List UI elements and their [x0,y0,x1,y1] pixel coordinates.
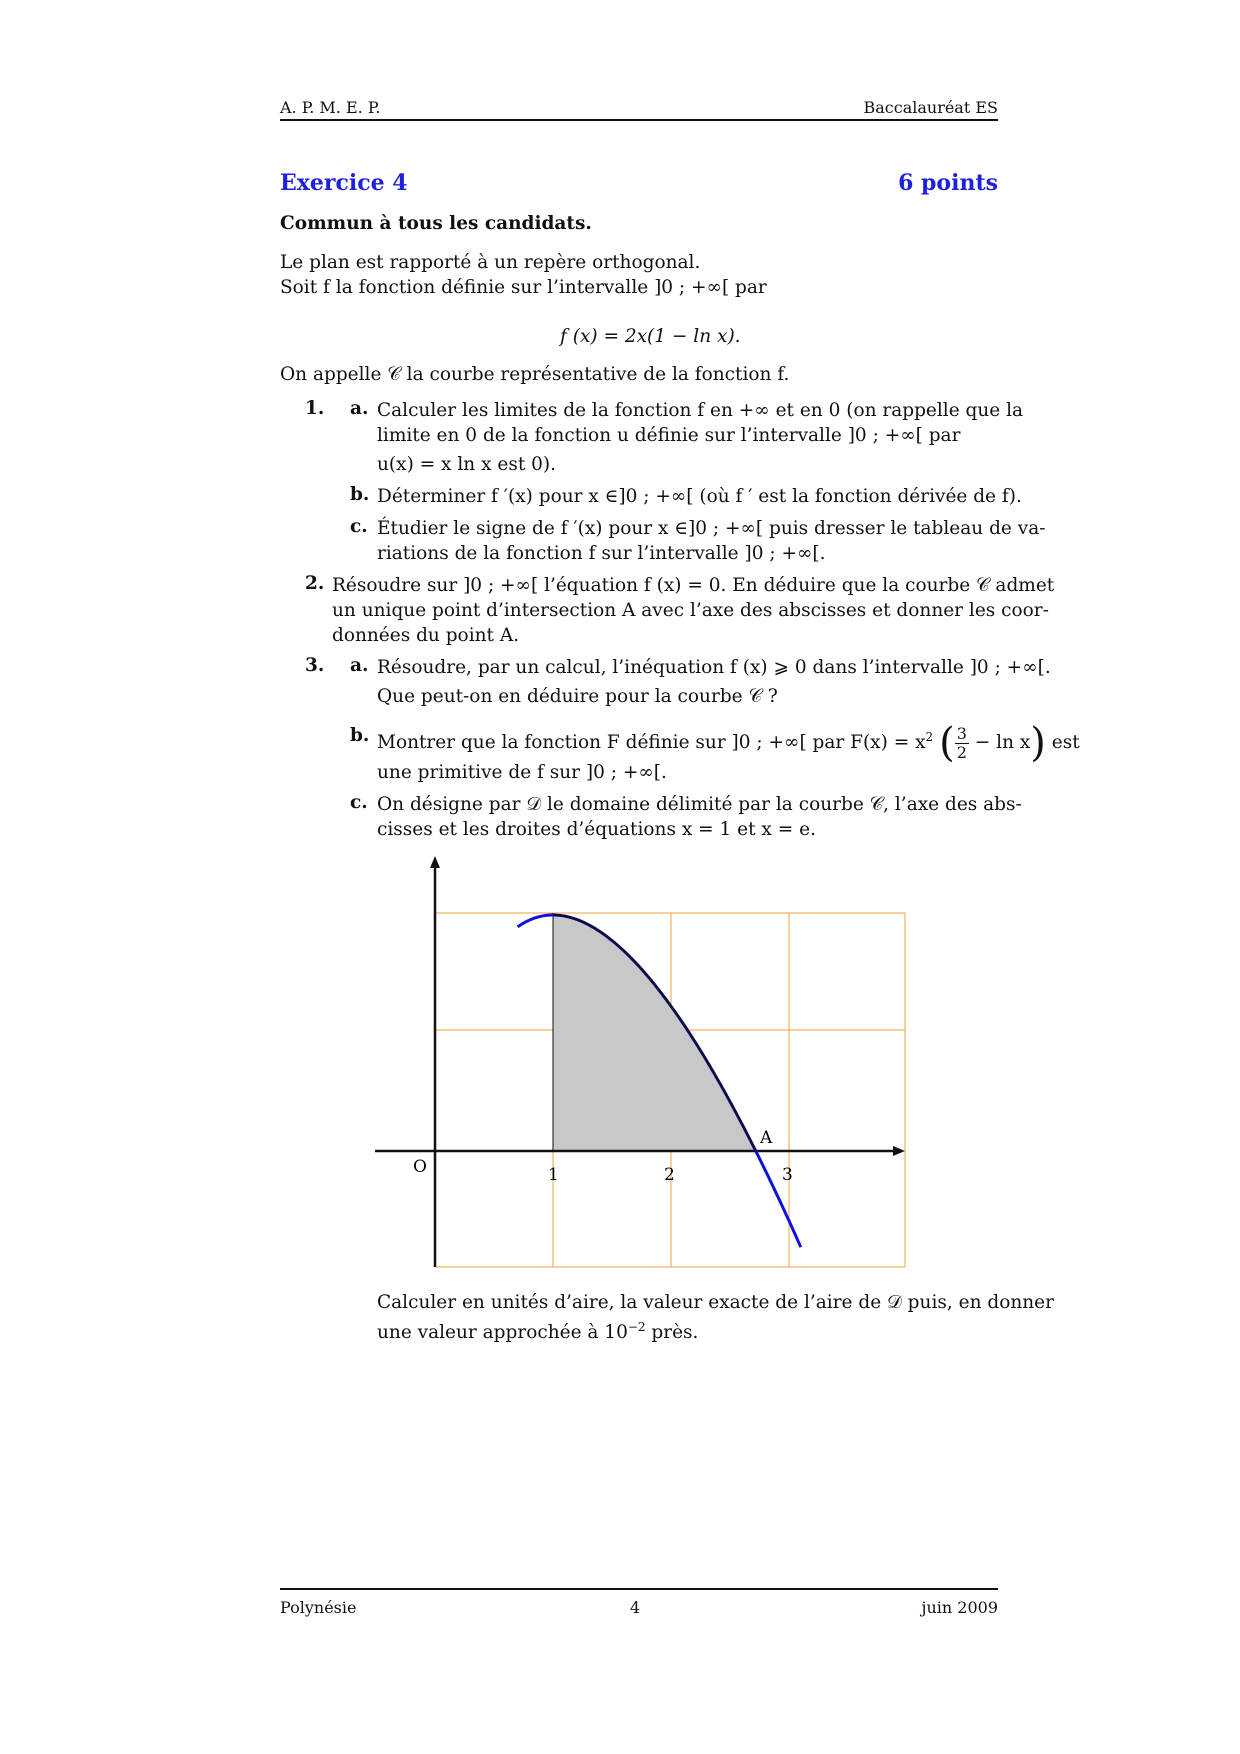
q3b-after-frac: − ln x [974,732,1031,754]
q1b-label: b. [350,484,370,505]
q1a-label: a. [350,398,369,419]
q3c-line-1: On désigne par 𝒟 le domaine délimité par la courbe 𝒞, l’axe des abs- [377,794,1022,815]
q3b-paren-close: ) [1030,720,1046,767]
q3b-text: Montrer que la fonction F définie sur ]0 ; +∞[ par F(x) = x [377,732,926,754]
q3b-line-2: une primitive de f sur ]0 ; +∞[. [377,762,667,783]
q3a-line-1: Résoudre, par un calcul, l’inéquation f (x) ⩾ 0 dans l’intervalle ]0 ; +∞[. [377,657,1051,678]
footer-rule [280,1588,998,1590]
q3b-exponent: 2 [925,730,934,744]
x-axis-arrow [893,1146,905,1156]
q2-line-1: Résoudre sur ]0 ; +∞[ l’équation f (x) = 0. En déduire que la courbe 𝒞 admet [332,575,1055,596]
q1c-line-1: Étudier le signe de f ′(x) pour x ∈]0 ; +∞[ puis dresser le tableau de va- [377,518,1046,539]
intro-curve: On appelle 𝒞 la courbe représentative de la fonction f. [280,364,790,385]
q2-line-3: données du point A. [332,625,520,646]
q1a-line-3: u(x) = x ln x est 0). [377,454,557,475]
function-graph [360,850,920,1280]
header-rule [280,119,998,121]
q3b-frac-den: 2 [956,742,967,762]
exercise-audience: Commun à tous les candidats. [280,213,592,234]
q1-number: 1. [305,398,325,419]
final-line-2 [377,1315,698,1345]
final-text-end: près. [645,1322,699,1344]
exercise-title: Exercice 4 [280,170,408,196]
shaded-domain [553,915,756,1151]
exercise-points: 6 points [898,170,998,196]
q3b-frac-num: 3 [956,723,967,743]
q2-number: 2. [305,573,325,594]
x-tick-label: 2 [664,1165,675,1185]
q1b-line: Déterminer f ′(x) pour x ∈]0 ; +∞[ (où f ′ est la fonction dérivée de f). [377,486,1022,507]
header-right: Baccalauréat ES [863,98,998,117]
header-left: A. P. M. E. P. [280,98,381,117]
intro-line-1: Le plan est rapporté à un repère orthogonal. [280,252,701,273]
q3b-label: b. [350,725,370,746]
intro-line-2: Soit f la fonction définie sur l’intervalle ]0 ; +∞[ par [280,277,767,298]
intro-formula: f (x) = 2x(1 − ln x). [560,326,741,347]
q3c-label: c. [350,792,368,813]
page-number: 4 [630,1598,641,1617]
q3b-tail: est [1051,732,1080,754]
q1a-line-2: limite en 0 de la fonction u définie sur l’intervalle ]0 ; +∞[ par [377,425,961,446]
q3b-fraction [955,725,969,762]
final-line-1: Calculer en unités d’aire, la valeur exacte de l’aire de 𝒟 puis, en donner [377,1292,1054,1313]
footer-right: juin 2009 [921,1598,998,1617]
final-text: une valeur approchée à 10 [377,1322,628,1344]
q2-line-2: un unique point d’intersection A avec l’axe des abscisses et donner les coor- [332,600,1049,621]
y-axis-arrow [430,856,440,868]
q3-number: 3. [305,655,325,676]
q1c-line-2: riations de la fonction f sur l’intervalle ]0 ; +∞[. [377,543,826,564]
q3a-line-2: Que peut-on en déduire pour la courbe 𝒞 ? [377,686,778,707]
x-tick-label: 3 [782,1165,793,1185]
q3b-paren-open: ( [939,720,955,767]
final-exponent: −2 [627,1320,646,1334]
q1a-line-1: Calculer les limites de la fonction f en +∞ et en 0 (on rappelle que la [377,400,1024,421]
q3c-line-2: cisses et les droites d’équations x = 1 et x = e. [377,819,816,840]
origin-label: O [413,1157,427,1177]
q3a-label: a. [350,655,369,676]
point-a-label: A [760,1128,773,1148]
x-tick-label: 1 [548,1165,559,1185]
footer-left: Polynésie [280,1598,357,1617]
q1c-label: c. [350,516,368,537]
